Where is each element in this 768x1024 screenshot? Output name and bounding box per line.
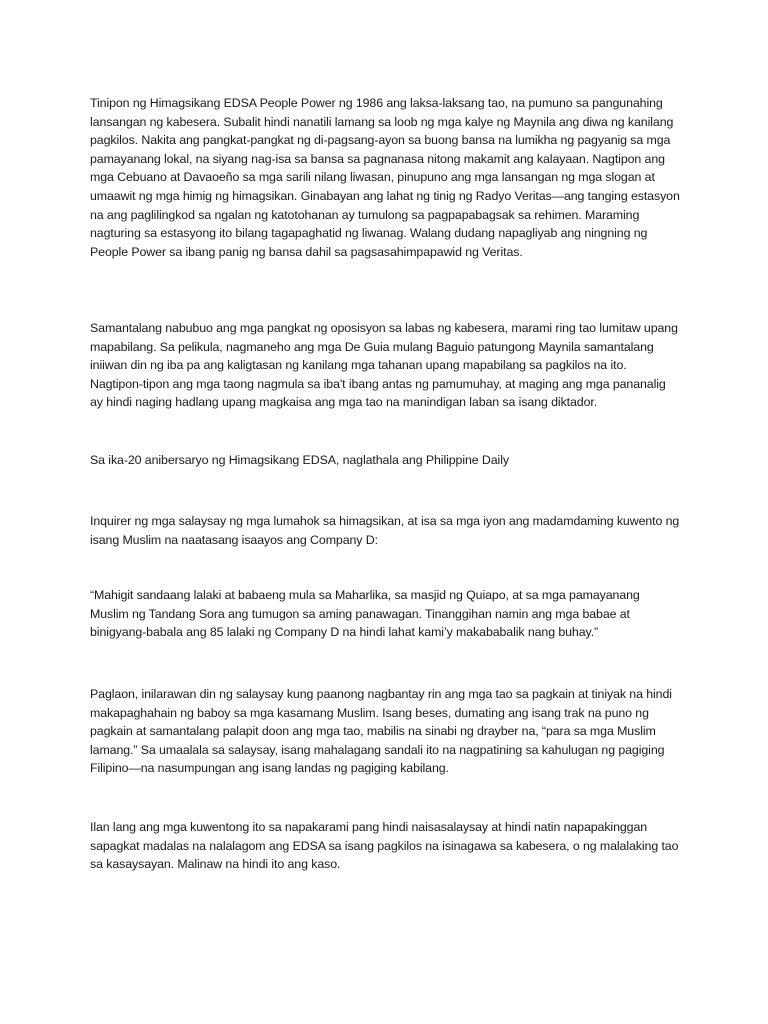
paragraph-3: Sa ika-20 anibersaryo ng Himagsikang EDSA, naglathala ang Philippine Daily: [90, 453, 509, 467]
paragraph-4: Inquirer ng mga salaysay ng mga lumahok sa himagsikan, at isa sa mga iyon ang madamdaming kuwento ng isang Muslim na naatasang isaayos ang Company D:: [90, 514, 680, 547]
paragraph-5-quote: “Mahigit sandaang lalaki at babaeng mula sa Maharlika, sa masjid ng Quiapo, at sa mga pamayanang Muslim ng Tandang Sora ang tumugon sa aming panawagan. Tinanggihan namin ang mga babae at binigyang-babala ang 85 lalaki ng Company D na hindi lahat kami’y makababalik nang buhay.”: [90, 588, 640, 640]
paragraph-7: Ilan lang ang mga kuwentong ito sa napakarami pang hindi naisasalaysay at hindi natin napapakinggan sapagkat madalas na nalalagom ang EDSA sa isang pagkilos na isinagawa sa kabesera, o ng malalaking tao sa kasaysayan. Malinaw na hindi ito ang kaso.: [90, 820, 679, 872]
paragraph-6: Paglaon, inilarawan din ng salaysay kung paanong nagbantay rin ang mga tao sa pagkain at tiniyak na hindi makapaghahain ng baboy sa mga kasamang Muslim. Isang beses, dumating ang isang trak na puno ng pagkain at samantalang palapit doon ang mga tao, mabilis na sinabi ng drayber na, “para sa mga Muslim lamang.” Sa umaalala sa salaysay, isang mahalagang sandali ito na nagpatining sa kahulugan ng pagiging Filipino—na nasumpungan ang isang landas ng pagiging kabilang.: [90, 687, 672, 776]
paragraph-2: Samantalang nabubuo ang mga pangkat ng oposisyon sa labas ng kabesera, marami ring tao lumitaw upang mapabilang. Sa pelikula, nagmaneho ang mga De Guia mulang Baguio patungong Maynila samantalang iniiwan din ng iba pa ang kaligtasan ng kanilang mga tahanan upang mapabilang sa pagkilos na ito. Nagtipon-tipon ang mga taong nagmula sa iba't ibang antas ng pamumuhay, at maging ang mga pananalig ay hindi naging hadlang upang magkaisa ang mga tao na manindigan laban sa isang diktador.: [90, 321, 678, 410]
paragraph-1: Tinipon ng Himagsikang EDSA People Power ng 1986 ang laksa-laksang tao, na pumuno sa pangunahing lansangan ng kabesera. Subalit hindi nanatili lamang sa loob ng mga kalye ng Maynila ang diwa ng kanilang pagkilos. Nakita ang pangkat-pangkat ng di-pagsang-ayon sa buong bansa na lumikha ng pagyanig sa mga pamayanang lokal, na siyang nag-isa sa bansa sa pagnanasa nitong makamit ang kalayaan. Nagtipon ang mga Cebuano at Davaoeño sa mga sarili nilang liwasan, pinupuno ang mga lansangan ng mga slogan at umaawit ng mga himig ng himagsikan. Ginabayan ang lahat ng tinig ng Radyo Veritas—ang tanging estasyon na ang paglilingkod sa ngalan ng katotohanan ay tumulong sa pagpapabagsak sa rehimen. Maraming nagturing sa estasyong ito bilang tagapaghatid ng liwanag. Walang dudang napagliyab ang ningning ng People Power sa ibang panig ng bansa dahil sa pagsasahimpapawid ng Veritas.: [90, 96, 680, 259]
